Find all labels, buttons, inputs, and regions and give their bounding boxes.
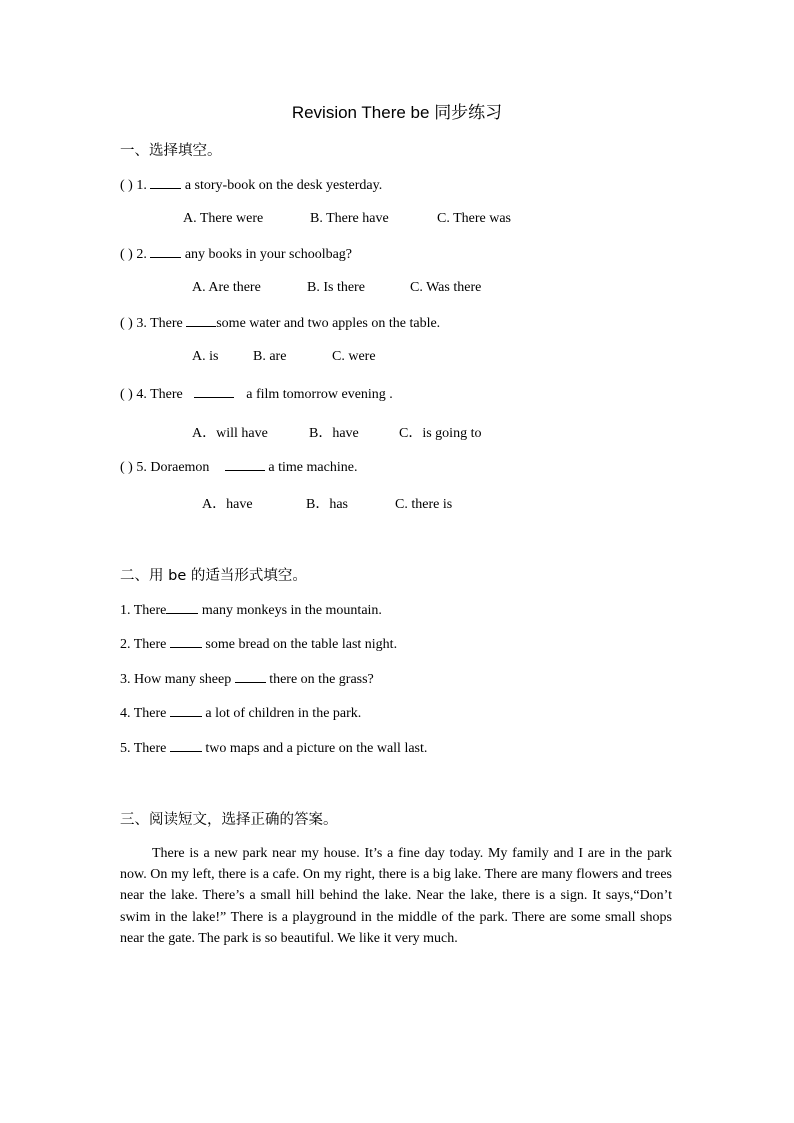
question-2-options <box>192 280 481 296</box>
fill-text-before: 2. There <box>120 637 167 652</box>
fill-text-after: many monkeys in the mountain. <box>201 603 382 618</box>
answer-blank <box>170 635 202 648</box>
fill-text-after: a lot of children in the park. <box>205 706 362 721</box>
answer-blank <box>225 458 265 471</box>
answer-blank <box>170 739 202 752</box>
question-3 <box>120 314 440 332</box>
answer-blank <box>186 314 216 327</box>
question-text-before: There <box>150 387 183 402</box>
option-b: B. There have <box>310 211 389 226</box>
question-2 <box>120 245 352 263</box>
section-3-heading: 三、阅读短文，选择正确的答案。 <box>120 812 338 828</box>
fill-item-1 <box>120 601 382 619</box>
fill-text-before: 5. There <box>120 741 167 756</box>
answer-blank <box>235 670 266 683</box>
question-number: 5. <box>136 460 147 475</box>
question-1-options <box>183 211 511 227</box>
question-number: 2. <box>136 247 147 262</box>
fill-item-3 <box>120 670 374 688</box>
question-text-before: There <box>150 316 183 331</box>
answer-paren: ( ) <box>120 387 133 402</box>
option-a: A. is <box>192 349 219 364</box>
reading-passage: There is a new park near my house. It’s a fine day today. My family and I are in the park now. On my left, there is a cafe. On my right, there is a big lake. There are many flowers and trees near the lake. There’s a small hill behind the lake. Near the lake, there is a sign. It says,“Don’t swim in the lake!” There is a playground in the middle of the park. There are some small shops near the gate. The park is so beautiful. We like it very much. <box>120 846 672 946</box>
question-5 <box>120 458 357 476</box>
question-1 <box>120 176 382 194</box>
option-a: A. Are there <box>192 280 261 295</box>
question-4 <box>120 385 393 403</box>
fill-text-before: 1. There <box>120 603 167 618</box>
question-text: a film tomorrow evening . <box>246 387 393 402</box>
fill-text-before: 3. How many sheep <box>120 672 232 687</box>
option-a: A．will have <box>192 426 268 441</box>
fill-item-5 <box>120 739 427 757</box>
option-a: A．have <box>202 497 253 512</box>
question-5-options <box>202 493 452 513</box>
option-a: A. There were <box>183 211 264 226</box>
question-number: 3. <box>136 316 147 331</box>
answer-blank <box>150 245 181 258</box>
answer-blank <box>170 704 202 717</box>
answer-blank <box>150 176 181 189</box>
fill-text-before: 4. There <box>120 706 167 721</box>
option-b: B．has <box>306 497 348 512</box>
answer-blank <box>194 385 234 398</box>
question-text: any books in your schoolbag? <box>184 247 353 262</box>
question-text-before: Doraemon <box>150 460 210 475</box>
option-b: B. are <box>253 349 287 364</box>
answer-paren: ( ) <box>120 460 133 475</box>
fill-text-after: two maps and a picture on the wall last. <box>205 741 428 756</box>
question-number: 4. <box>136 387 147 402</box>
answer-paren: ( ) <box>120 247 133 262</box>
question-3-options <box>192 349 376 365</box>
option-c: C. were <box>332 349 376 364</box>
question-4-options <box>192 422 481 442</box>
option-c: C. there is <box>395 497 453 512</box>
section-2-heading: 二、用 be 的适当形式填空。 <box>120 568 307 584</box>
question-number: 1. <box>136 178 147 193</box>
option-c: C. There was <box>437 211 511 226</box>
fill-item-2 <box>120 635 397 653</box>
answer-paren: ( ) <box>120 316 133 331</box>
page-title: Revision There be 同步练习 <box>291 103 503 122</box>
fill-text-after: some bread on the table last night. <box>205 637 398 652</box>
answer-paren: ( ) <box>120 178 133 193</box>
answer-blank <box>166 601 198 614</box>
option-b: B. Is there <box>307 280 365 295</box>
question-text: some water and two apples on the table. <box>216 316 441 331</box>
fill-item-4 <box>120 704 361 722</box>
fill-text-after: there on the grass? <box>269 672 374 687</box>
section-1-heading: 一、选择填空。 <box>120 143 222 159</box>
question-text: a story-book on the desk yesterday. <box>184 178 383 193</box>
option-c: C. Was there <box>410 280 482 295</box>
question-text: a time machine. <box>268 460 358 475</box>
option-c: C．is going to <box>399 426 482 441</box>
option-b: B．have <box>309 426 359 441</box>
